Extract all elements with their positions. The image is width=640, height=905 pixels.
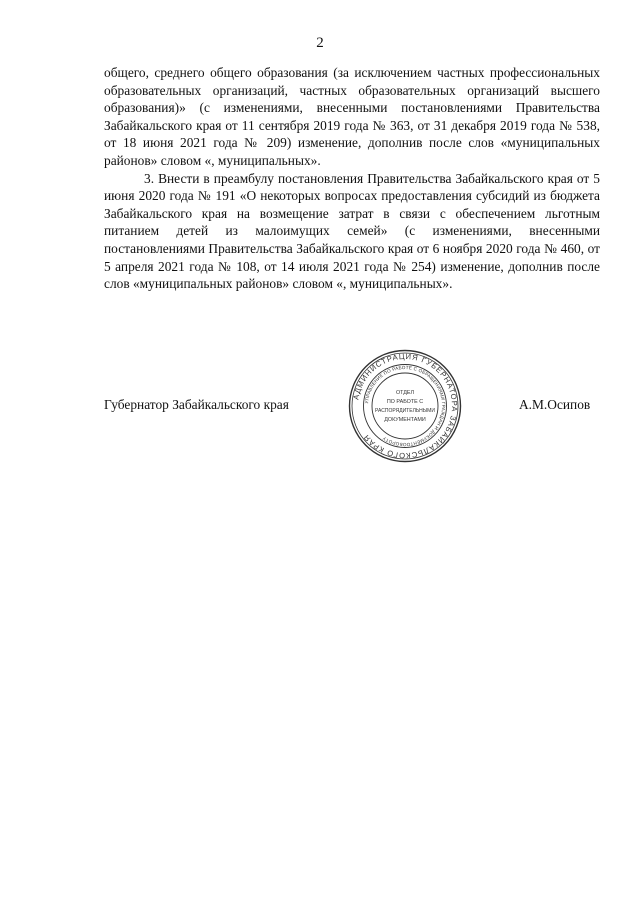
stamp-inner-text: УПРАВЛЕНИЕ ПО РАБОТЕ С ОБРАЩЕНИЯМИ ГРАЖДАН И ДОКУМЕНТООБОРОТУ xyxy=(364,364,447,448)
signatory-name: А.М.Осипов xyxy=(519,397,591,412)
official-stamp xyxy=(348,349,462,463)
stamp-center-line-3: РАСПОРЯДИТЕЛЬНЫМИ xyxy=(375,408,435,414)
paragraph-continuation: общего, среднего общего образования (за исключением частных профессиональных образовательных организаций, частных образовательных организаций высшего образования)» (с изменениями, внесенными постановлениями Правительства Забайкальского края от 11 сентября 2019 года № 363, от 31 декабря 2019 года № 538, от 18 июня 2021 года № 209) изменение, дополнив после слов «муниципальных районов» словом «, муниципальных». xyxy=(104,65,600,168)
page-number: 2 xyxy=(316,35,324,51)
stamp-center-line-4: ДОКУМЕНТАМИ xyxy=(384,417,426,423)
stamp-center-line-1: ОТДЕЛ xyxy=(395,390,415,396)
paragraph-item-3: 3. Внести в преамбулу постановления Правительства Забайкальского края от 5 июня 2020 года № 191 «О некоторых вопросах предоставления субсидий из бюджета Забайкальского края на возмещение затрат в связи с обеспечением льготным питанием детей из малоимущих семей» (с изменениями, внесенными постановлениями Правительства Забайкальского края от 6 ноября 2020 года № 460, от 5 апреля 2021 года № 108, от 14 июля 2021 года № 254) изменение, дополнив после слов «муниципальных районов» словом «, муниципальных». xyxy=(104,170,600,292)
stamp-seal-icon xyxy=(348,349,462,463)
stamp-outer-text: АДМИНИСТРАЦИЯ ГУБЕРНАТОРА ЗАБАЙКАЛЬСКОГО КРАЯ xyxy=(351,351,460,461)
signature-title: Губернатор Забайкальского края xyxy=(104,397,289,412)
stamp-center-line-2: ПО РАБОТЕ С xyxy=(386,399,424,405)
document-body xyxy=(104,64,600,293)
svg-text:УПРАВЛЕНИЕ ПО РАБОТЕ С ОБРАЩЕН xyxy=(364,365,446,447)
